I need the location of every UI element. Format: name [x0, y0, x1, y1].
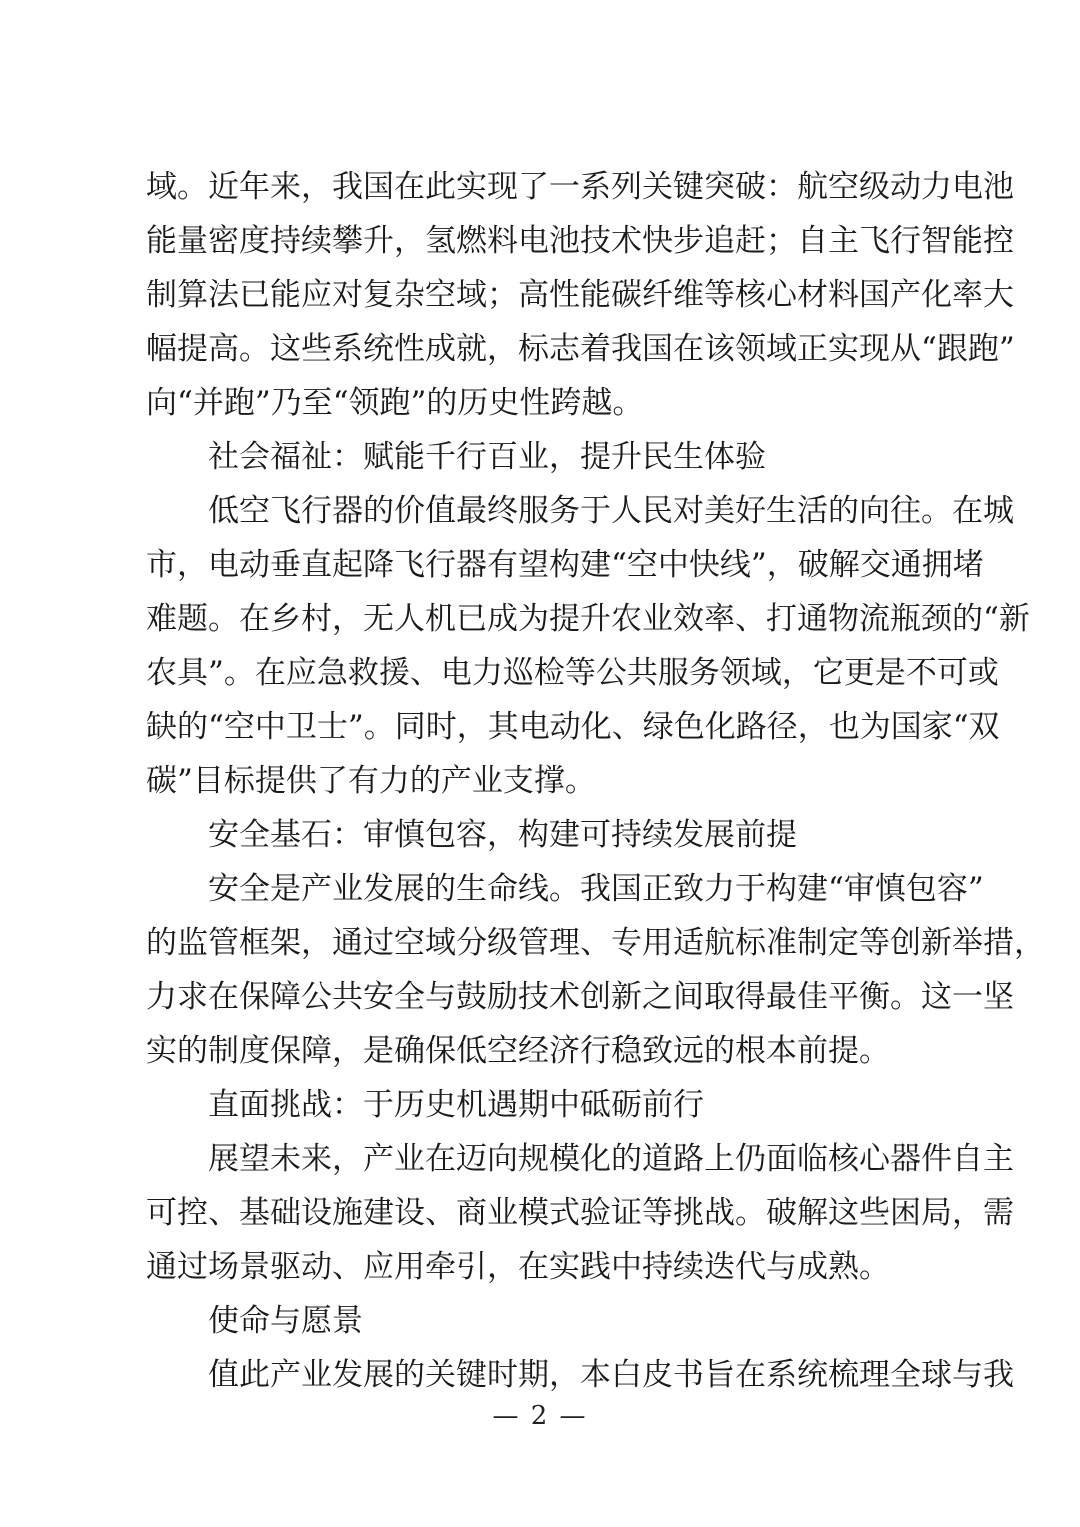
paragraph-line: 的监管框架，通过空域分级管理、专用适航标准制定等创新举措，: [146, 925, 1045, 961]
section-heading: 安全基石：审慎包容，构建可持续发展前提: [208, 817, 797, 853]
body-text: [146, 160, 1045, 1402]
paragraph-line: 可控、基础设施建设、商业模式验证等挑战。破解这些困局，需: [146, 1195, 1014, 1231]
section-heading: 社会福祉：赋能千行百业，提升民生体验: [208, 439, 766, 475]
paragraph-line: 缺的“空中卫士”。同时，其电动化、绿色化路径，也为国家“双: [146, 709, 1000, 745]
paragraph-line: 碳”目标提供了有力的产业支撑。: [146, 763, 596, 799]
page-number: — 2 —: [492, 1401, 588, 1431]
paragraph-line: 幅提高。这些系统性成就，标志着我国在该领域正实现从“跟跑”: [146, 331, 1015, 367]
paragraph-line: 能量密度持续攀升，氢燃料电池技术快步追赶；自主飞行智能控: [146, 223, 1014, 259]
paragraph-line: 市，电动垂直起降飞行器有望构建“空中快线”，破解交通拥堵: [146, 547, 984, 583]
paragraph-line: 低空飞行器的价值最终服务于人民对美好生活的向往。在城: [208, 493, 1014, 529]
paragraph-line: 向“并跑”乃至“领跑”的历史性跨越。: [146, 385, 644, 421]
paragraph-line: 力求在保障公共安全与鼓励技术创新之间取得最佳平衡。这一坚: [146, 979, 1014, 1015]
paragraph-line: 域。近年来，我国在此实现了一系列关键突破：航空级动力电池: [146, 169, 1014, 205]
paragraph-line: 农具”。在应急救援、电力巡检等公共服务领域，它更是不可或: [146, 655, 999, 691]
paragraph-line: 安全是产业发展的生命线。我国正致力于构建“审慎包容”: [208, 871, 984, 907]
paragraph-line: 值此产业发展的关键时期，本白皮书旨在系统梳理全球与我: [208, 1357, 1014, 1393]
section-heading: 使命与愿景: [208, 1303, 363, 1339]
paragraph-line: 通过场景驱动、应用牵引，在实践中持续迭代与成熟。: [146, 1249, 890, 1285]
paragraph-line: 展望未来，产业在迈向规模化的道路上仍面临核心器件自主: [208, 1141, 1014, 1177]
paragraph-line: 实的制度保障，是确保低空经济行稳致远的根本前提。: [146, 1033, 890, 1069]
section-heading: 直面挑战：于历史机遇期中砥砺前行: [208, 1087, 704, 1123]
paragraph-line: 制算法已能应对复杂空域；高性能碳纤维等核心材料国产化率大: [146, 277, 1014, 313]
paragraph-line: 难题。在乡村，无人机已成为提升农业效率、打通物流瓶颈的“新: [146, 601, 1030, 637]
